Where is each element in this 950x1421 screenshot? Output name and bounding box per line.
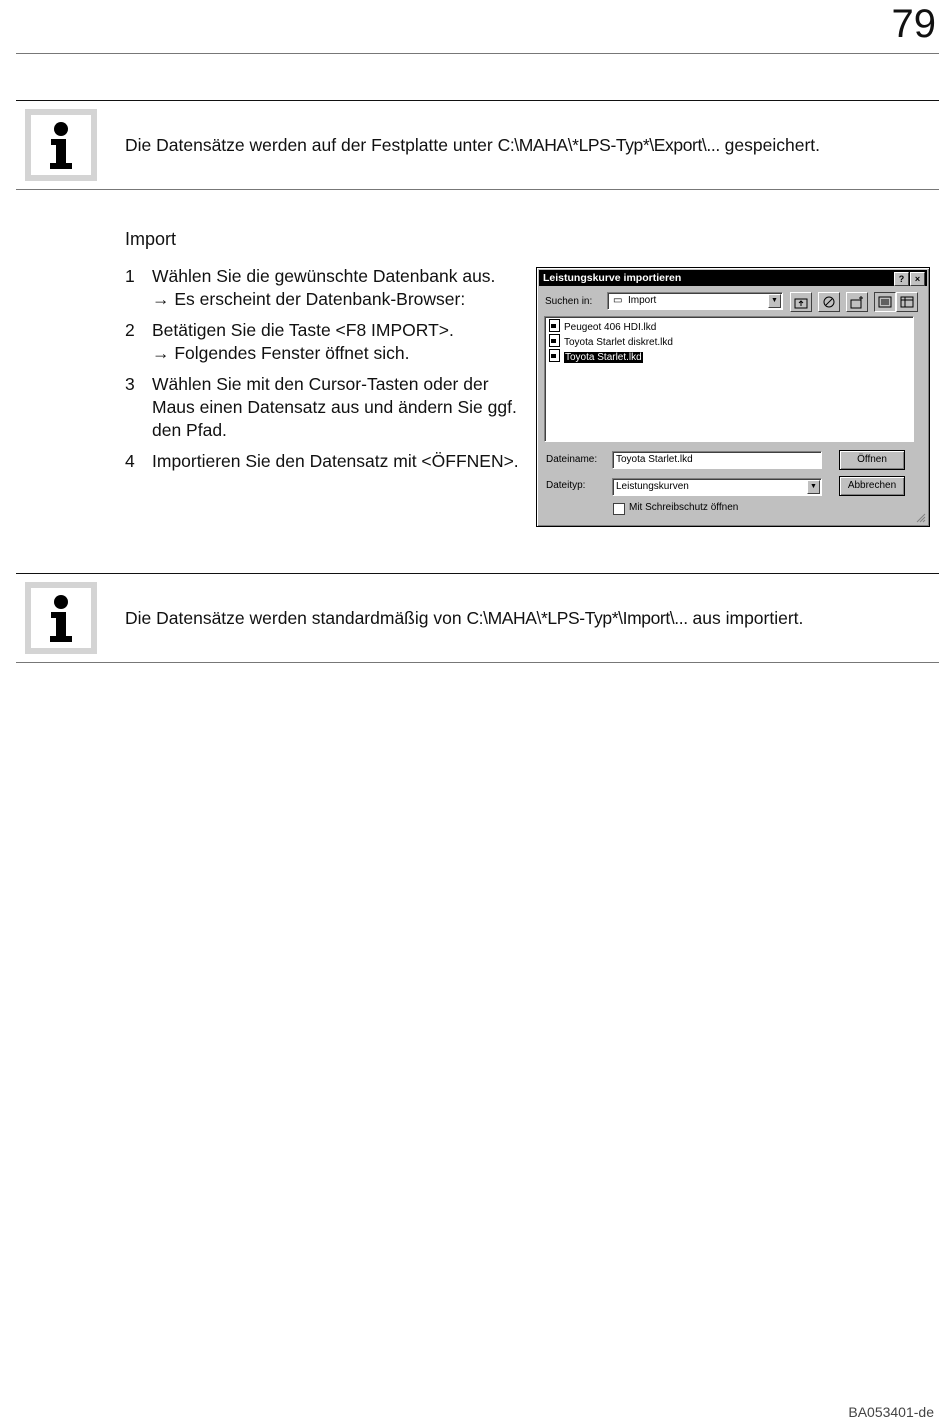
dialog-titlebar [539, 270, 927, 286]
file-icon [549, 319, 560, 332]
section-title: Import [125, 229, 177, 249]
step-item: 1 Wählen Sie die gewünschte Datenbank aus. → Es erscheint der Datenbank-Browser: [125, 266, 496, 309]
export-path: C:\MAHA\*LPS-Typ*\Export\... [497, 135, 720, 155]
list-view-icon [878, 295, 892, 309]
desktop-icon [822, 295, 836, 309]
lookin-combo[interactable]: ▭ Import ▼ [607, 292, 783, 310]
filename-input[interactable]: Toyota Starlet.lkd [612, 451, 822, 469]
import-dialog [536, 267, 930, 527]
readonly-checkbox[interactable] [613, 503, 625, 515]
file-icon [549, 334, 560, 347]
step-item: 3 Wählen Sie mit den Cursor-Tasten oder der Maus einen Datensatz aus und ändern Sie ggf. den Pfad. [125, 374, 517, 440]
details-view-button[interactable] [896, 292, 918, 312]
new-folder-icon [850, 295, 864, 309]
document-code: BA053401-de [848, 1404, 934, 1420]
info-icon [25, 109, 97, 181]
help-button[interactable]: ? [894, 272, 909, 286]
list-view-button[interactable] [874, 292, 896, 312]
filename-label: Dateiname: [546, 454, 598, 465]
step-item: 2 Betätigen Sie die Taste <F8 IMPORT>. → Folgendes Fenster öffnet sich. [125, 320, 454, 363]
folder-icon: ▭ [613, 295, 623, 306]
list-item[interactable]: Toyota Starlet.lkd [549, 349, 643, 363]
info-icon [25, 582, 97, 654]
page-number: 79 [891, 2, 936, 46]
note-top-rule [16, 100, 939, 101]
import-path: C:\MAHA\*LPS-Typ*\Import\... [466, 608, 688, 628]
file-icon [549, 349, 560, 362]
filetype-select[interactable]: Leistungskurven ▼ [612, 478, 822, 496]
up-folder-icon [794, 295, 808, 309]
new-folder-button[interactable] [846, 292, 868, 312]
dialog-title: Leistungskurve importieren [543, 272, 682, 284]
step-list [125, 265, 520, 481]
file-list[interactable] [544, 316, 914, 442]
open-button[interactable]: Öffnen [839, 450, 905, 470]
note-import-path: Die Datensätze werden standardmäßig von C:\MAHA\*LPS-Typ*\Import\... aus importiert. [125, 608, 804, 628]
filetype-label: Dateityp: [546, 480, 586, 491]
note-bottom-rule [16, 662, 939, 663]
close-button[interactable]: × [910, 272, 925, 286]
cancel-button[interactable]: Abbrechen [839, 476, 905, 496]
up-folder-button[interactable] [790, 292, 812, 312]
step-item: 4 Importieren Sie den Datensatz mit <ÖFFNEN>. [125, 451, 519, 471]
readonly-label: Mit Schreibschutz öffnen [629, 502, 739, 513]
note-bottom-rule [16, 189, 939, 190]
chevron-down-icon[interactable]: ▼ [768, 294, 781, 308]
note-export-path: Die Datensätze werden auf der Festplatte unter C:\MAHA\*LPS-Typ*\Export\... gespeichert. [125, 135, 820, 155]
header-rule [16, 53, 939, 54]
list-item[interactable]: Toyota Starlet diskret.lkd [549, 334, 673, 348]
note-top-rule [16, 573, 939, 574]
details-view-icon [900, 295, 914, 309]
lookin-label: Suchen in: [545, 296, 593, 307]
desktop-button[interactable] [818, 292, 840, 312]
resize-grip-icon[interactable] [916, 513, 926, 523]
chevron-down-icon[interactable]: ▼ [807, 480, 820, 494]
list-item[interactable]: Peugeot 406 HDI.lkd [549, 319, 656, 333]
